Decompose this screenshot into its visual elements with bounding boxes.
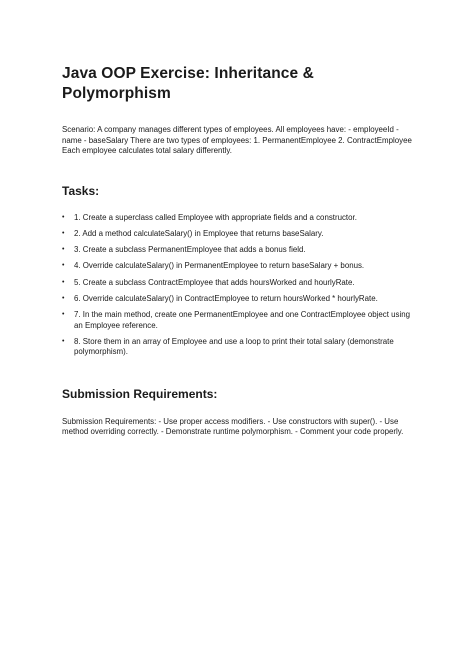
list-item (62, 337, 412, 358)
task-text: 8. Store them in an array of Employee and use a loop to print their total salary (demonstrate polymorphism). (74, 336, 394, 357)
list-item (62, 278, 412, 289)
bullet-icon: • (62, 310, 65, 318)
task-text: 2. Add a method calculateSalary() in Employee that returns baseSalary. (74, 228, 324, 238)
bullet-icon: • (62, 213, 65, 221)
task-text: 1. Create a superclass called Employee with appropriate fields and a constructor. (74, 212, 357, 222)
task-text: 6. Override calculateSalary() in ContractEmployee to return hoursWorked * hourlyRate. (74, 293, 378, 303)
list-item (62, 213, 412, 224)
list-item (62, 229, 412, 240)
bullet-icon: • (62, 246, 65, 254)
document-title: Java OOP Exercise: Inheritance & Polymorphism (62, 65, 314, 102)
submission-paragraph: Submission Requirements: - Use proper access modifiers. - Use constructors with super(). - Use method overriding correctly. - Demonstrate runtime polymorphism. - Comment your code properly. (62, 416, 404, 437)
bullet-icon: • (62, 337, 65, 345)
bullet-icon: • (62, 262, 65, 270)
task-list (62, 213, 412, 358)
task-text: 3. Create a subclass PermanentEmployee that adds a bonus field. (74, 245, 306, 255)
task-text: 7. In the main method, create one PermanentEmployee and one ContractEmployee object using an Employee reference. (74, 309, 410, 330)
task-text: 4. Override calculateSalary() in PermanentEmployee to return baseSalary + bonus. (74, 261, 365, 271)
tasks-heading: Tasks: (62, 183, 100, 198)
list-item (62, 261, 412, 272)
bullet-icon: • (62, 229, 65, 237)
list-item (62, 310, 412, 331)
list-item (62, 294, 412, 305)
scenario-paragraph: Scenario: A company manages different types of employees. All employees have: - employeeId - name - baseSalary There are two types of employees: 1. PermanentEmployee 2. ContractEmployee Each employee calculates total salary differently. (62, 125, 412, 156)
bullet-icon: • (62, 278, 65, 286)
submission-heading: Submission Requirements: (62, 386, 218, 401)
task-text: 5. Create a subclass ContractEmployee that adds hoursWorked and hourlyRate. (74, 277, 355, 287)
list-item (62, 245, 412, 256)
bullet-icon: • (62, 294, 65, 302)
